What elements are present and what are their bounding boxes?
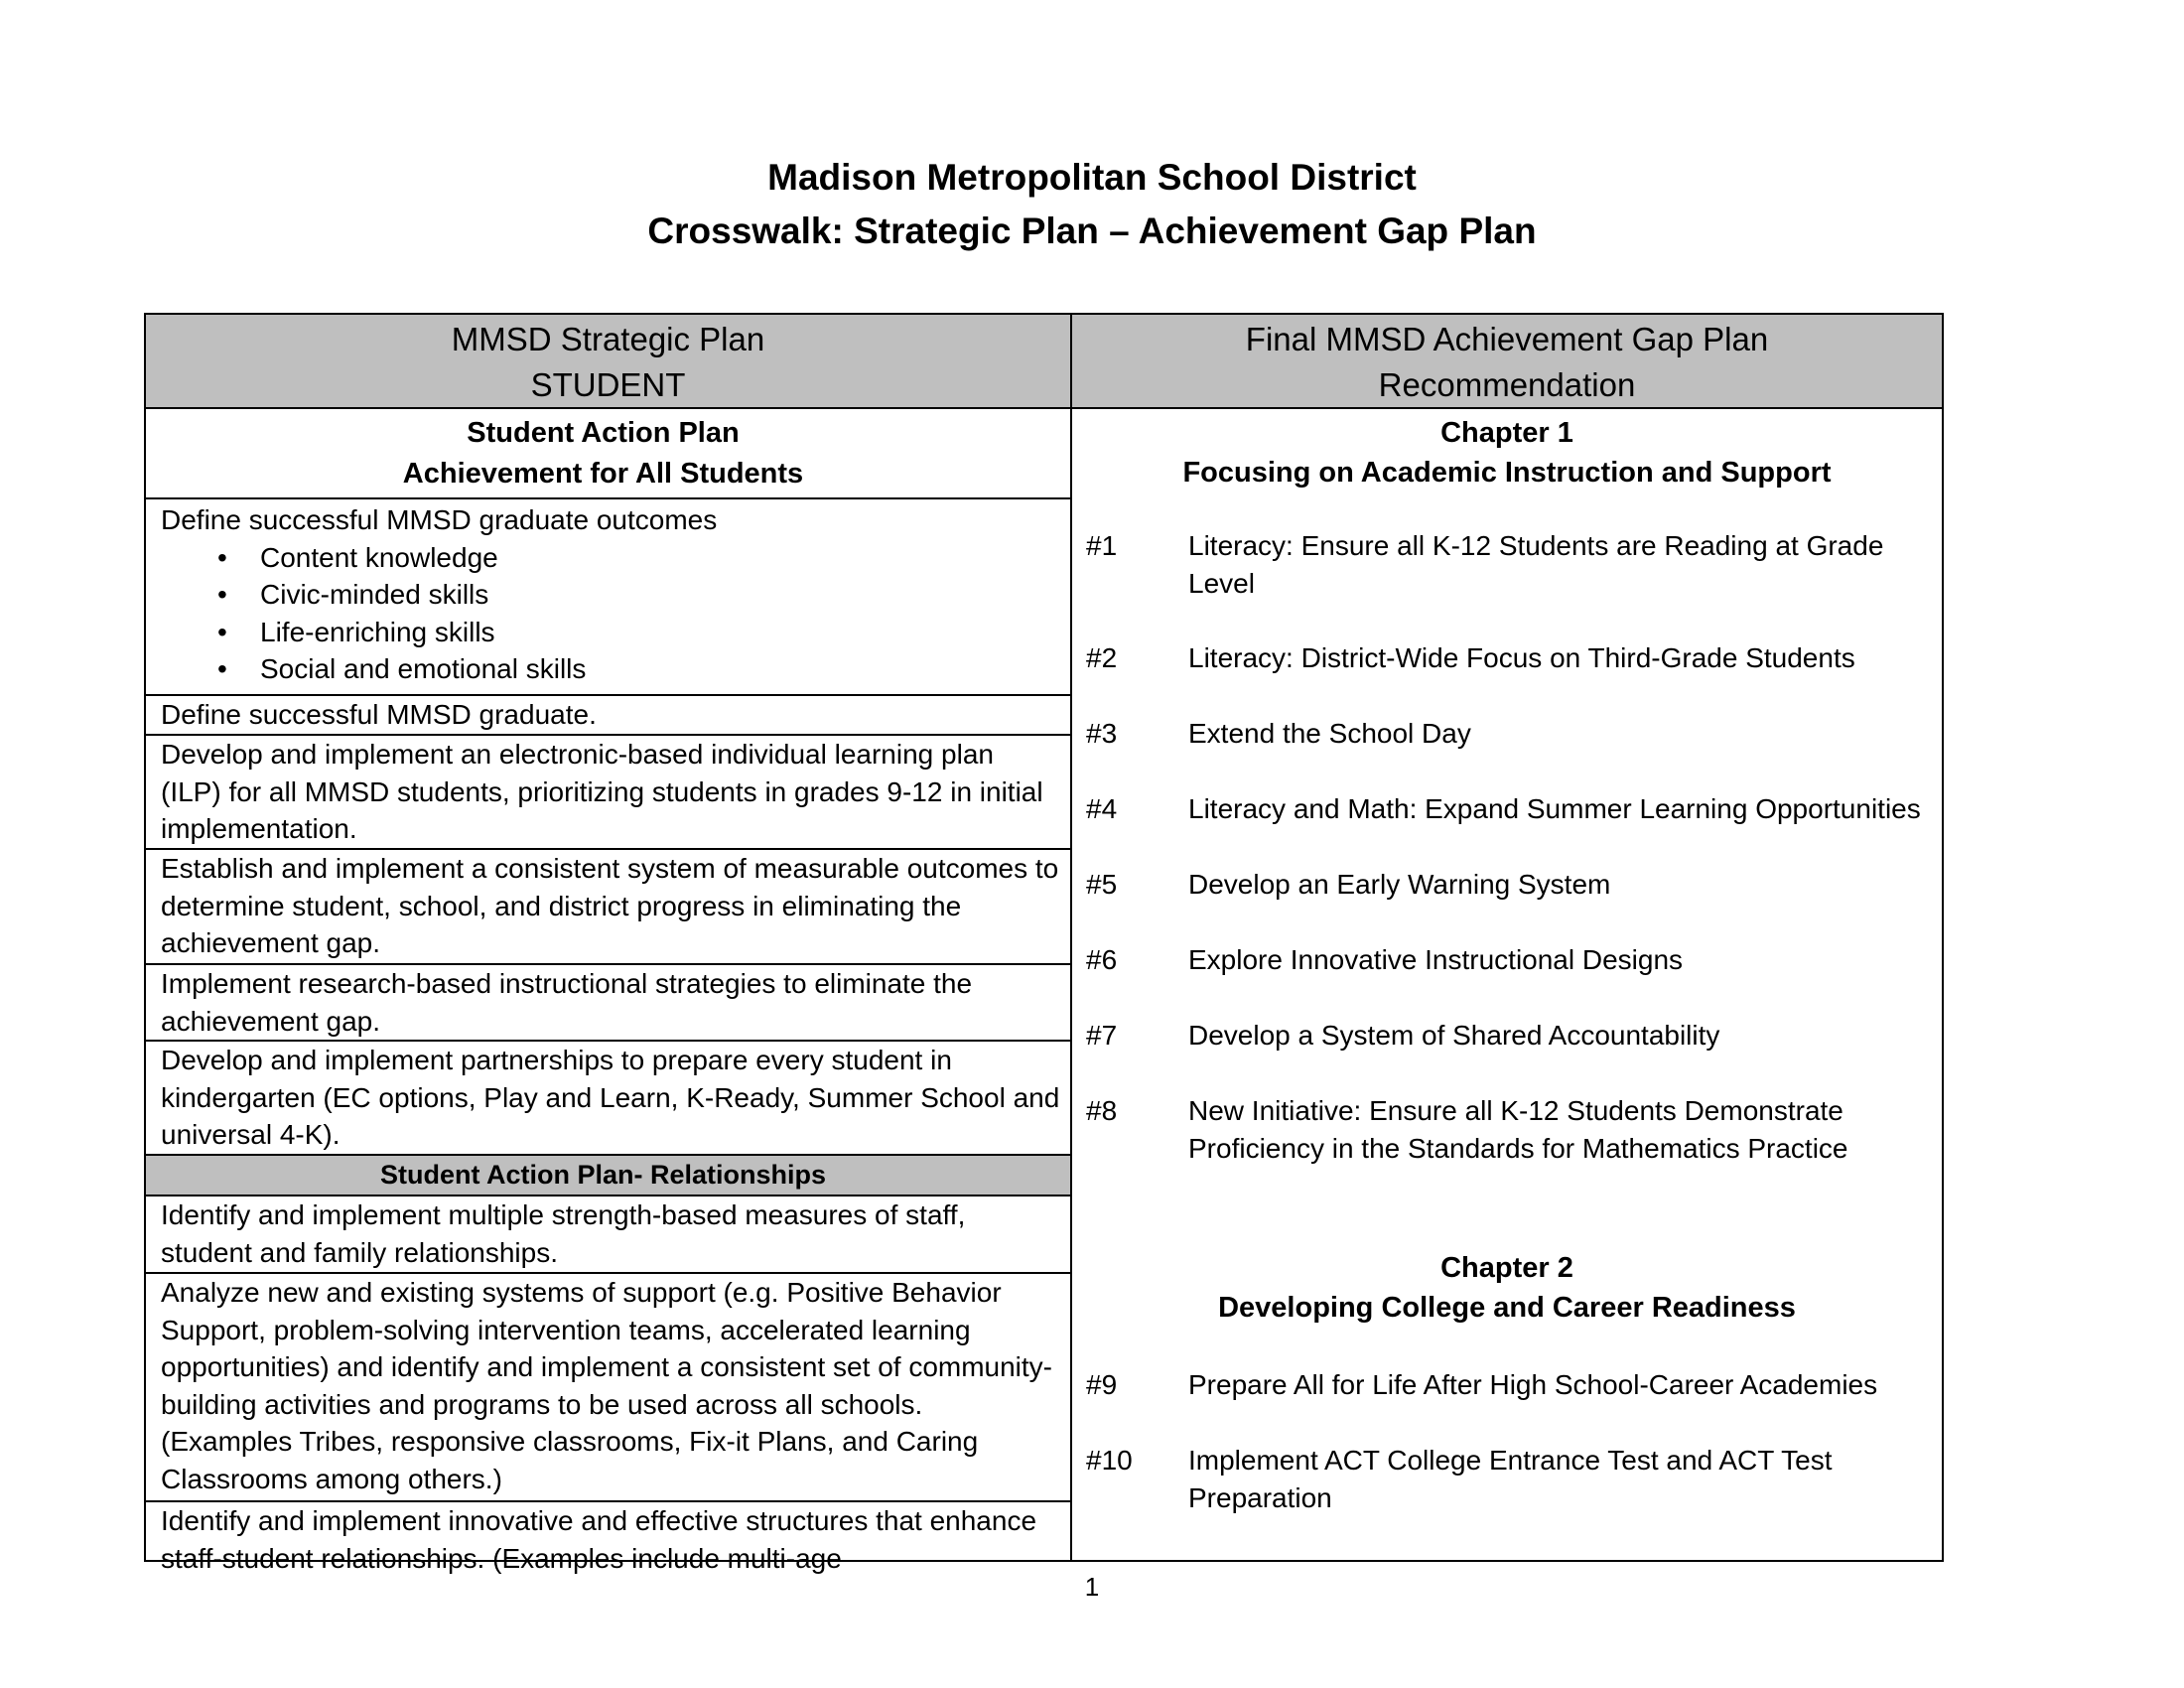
recommendation-text: Literacy: Ensure all K-12 Students are Reading at Grade Level (1188, 530, 1884, 599)
chapter1-heading (1072, 413, 1942, 492)
graduate-outcomes-cell (146, 499, 1070, 696)
achievement-gap-column (1070, 315, 1942, 1560)
section-achievement-line1: Student Action Plan (467, 417, 740, 449)
recommendation-text: Literacy and Math: Expand Summer Learning Opportunities (1188, 793, 1921, 824)
recommendation-text: Prepare All for Life After High School-Career Academies (1188, 1369, 1878, 1400)
recommendation-text: Literacy: District-Wide Focus on Third-Grade Students (1188, 642, 1855, 673)
recommendation-number: #1 (1086, 530, 1118, 561)
recommendation-item (1072, 527, 1942, 603)
list-item: • Civic-minded skills (161, 576, 1060, 614)
recommendation-item (1072, 715, 1942, 755)
recommendation-text: Develop an Early Warning System (1188, 869, 1611, 900)
recommendation-number: #5 (1086, 869, 1118, 900)
left-header-line1: MMSD Strategic Plan (451, 321, 765, 357)
table-row: Define successful MMSD graduate. (146, 696, 1070, 736)
section-achievement (146, 409, 1070, 499)
table-row: Analyze new and existing systems of support (e.g. Positive Behavior Support, problem-solving intervention teams, accelerated learning opportunities) and identify and implement a consistent set of community-building activities and programs to be used across all schools. (Examples Tribes, responsive classrooms, Fix-it Plans, and Caring Classrooms among others.) (146, 1274, 1070, 1502)
recommendation-item (1072, 1092, 1942, 1168)
graduate-outcomes-intro: Define successful MMSD graduate outcomes (161, 504, 718, 535)
recommendation-text: Extend the School Day (1188, 718, 1471, 749)
list-item: • Content knowledge (161, 539, 1060, 577)
section-achievement-line2: Achievement for All Students (402, 458, 804, 490)
recommendation-text: Implement ACT College Entrance Test and ACT Test Preparation (1188, 1445, 1833, 1513)
list-item: • Life-enriching skills (161, 614, 1060, 651)
table-row: Establish and implement a consistent system of measurable outcomes to determine student, school, and district progress in eliminating the achievement gap. (146, 850, 1070, 965)
recommendation-number: #9 (1086, 1369, 1118, 1400)
crosswalk-table (144, 313, 1944, 1574)
left-header-line2: STUDENT (530, 366, 686, 403)
chapter2-title: Chapter 2 (1440, 1252, 1573, 1284)
document-subtitle: Crosswalk: Strategic Plan – Achievement Gap Plan (647, 211, 1537, 251)
table-row: Implement research-based instructional strategies to eliminate the achievement gap. (146, 965, 1070, 1042)
table-row: Identify and implement multiple strength-based measures of staff, student and family relationships. (146, 1196, 1070, 1274)
document-title: Madison Metropolitan School District (767, 157, 1417, 198)
left-column-header (146, 315, 1070, 409)
recommendation-number: #8 (1086, 1095, 1118, 1126)
recommendation-text: New Initiative: Ensure all K-12 Students Demonstrate Proficiency in the Standards for Mathematics Practice (1188, 1095, 1848, 1164)
graduate-outcomes-list (161, 539, 1060, 688)
chapter1-subtitle: Focusing on Academic Instruction and Support (1182, 457, 1832, 489)
table-row: Develop and implement partnerships to prepare every student in kindergarten (EC options, Play and Learn, K-Ready, Summer School and universal 4-K). (146, 1042, 1070, 1156)
recommendation-text: Develop a System of Shared Accountability (1188, 1020, 1720, 1051)
chapter2-subtitle: Developing College and Career Readiness (1218, 1292, 1796, 1324)
recommendation-number: #3 (1086, 718, 1118, 749)
recommendation-item (1072, 866, 1942, 906)
recommendation-number: #2 (1086, 642, 1118, 673)
recommendation-item (1072, 1366, 1942, 1406)
recommendation-number: #10 (1086, 1445, 1133, 1476)
recommendation-item (1072, 790, 1942, 830)
table-row: Identify and implement innovative and effective structures that enhance staff-student relationships. (Examples include multi-age (161, 1505, 1037, 1574)
right-header-line1: Final MMSD Achievement Gap Plan (1245, 321, 1769, 357)
recommendation-text: Explore Innovative Instructional Designs (1188, 944, 1684, 975)
recommendation-number: #4 (1086, 793, 1118, 824)
right-header-line2: Recommendation (1378, 366, 1636, 403)
recommendation-item (1072, 1442, 1942, 1517)
chapter1-title: Chapter 1 (1440, 417, 1573, 449)
list-item: • Social and emotional skills (161, 650, 1060, 688)
page-number: 1 (1084, 1572, 1100, 1602)
table-row: Develop and implement an electronic-based individual learning plan (ILP) for all MMSD students, prioritizing students in grades 9-12 in initial implementation. (146, 736, 1070, 850)
recommendation-item (1072, 1017, 1942, 1056)
section-relationships: Student Action Plan- Relationships (146, 1156, 1070, 1196)
recommendation-item (1072, 941, 1942, 981)
strategic-plan-column (146, 315, 1070, 1574)
recommendation-number: #7 (1086, 1020, 1118, 1051)
right-column-header (1072, 315, 1942, 409)
recommendation-item (1072, 639, 1942, 679)
recommendation-number: #6 (1086, 944, 1118, 975)
chapter2-heading (1072, 1248, 1942, 1328)
